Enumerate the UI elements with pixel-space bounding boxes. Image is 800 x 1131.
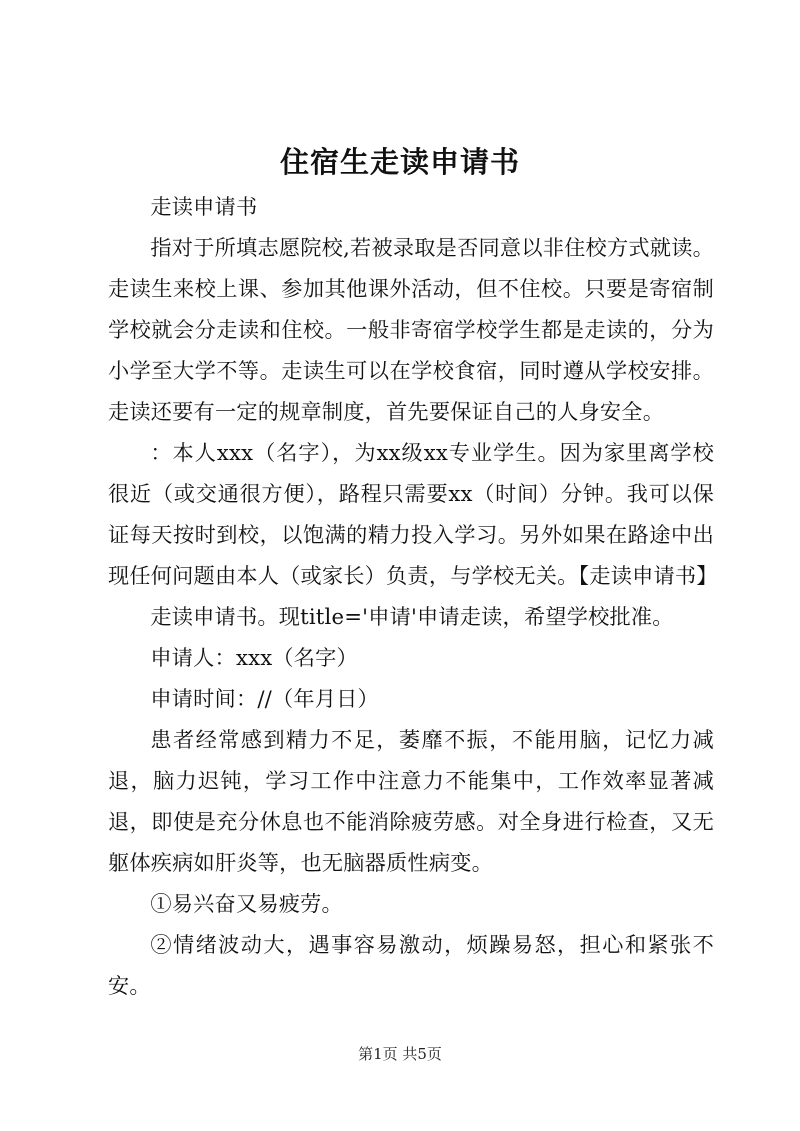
applicant-line: 申请人：xxx（名字） <box>150 645 358 670</box>
page-number: 第1页 共5页 <box>358 1045 442 1063</box>
document-body <box>108 186 718 1006</box>
application-date-line: 申请时间：//（年月日） <box>150 686 379 711</box>
paragraph-symptoms: 患者经常感到精力不足，萎靡不振，不能用脑，记忆力减退，脑力迟钝，学习工作中注意力不能集中，工作效率显著减退，即使是充分休息也不能消除疲劳感。对全身进行检查，又无躯体疾病如肝炎等，也无脑器质性病变。 <box>108 727 714 875</box>
paragraph-statement: ：本人xxx（名字），为xx级xx专业学生。因为家里离学校很近（或交通很方便），路程只需要xx（时间）分钟。我可以保证每天按时到校，以饱满的精力投入学习。另外如果在路途中出现任何问题由本人（或家长）负责，与学校无关。【走读申请书】 <box>108 440 718 588</box>
paragraph-definition: 指对于所填志愿院校,若被录取是否同意以非住校方式就读。走读生来校上课、参加其他课外活动，但不住校。只要是寄宿制学校就会分走读和住校。一般非寄宿学校学生都是走读的，分为小学至大学不等。走读生可以在学校食宿，同时遵从学校安排。走读还要有一定的规章制度，首先要保证自己的人身安全。 <box>108 235 714 424</box>
list-item-2: ②情绪波动大，遇事容易激动，烦躁易怒，担心和紧张不安。 <box>108 932 714 998</box>
document-title: 住宿生走读申请书 <box>279 145 520 179</box>
list-item-1: ①易兴奋又易疲劳。 <box>150 891 343 916</box>
paragraph-request: 走读申请书。现title='申请'申请走读，希望学校批准。 <box>150 604 674 629</box>
paragraph-heading: 走读申请书 <box>150 194 258 219</box>
